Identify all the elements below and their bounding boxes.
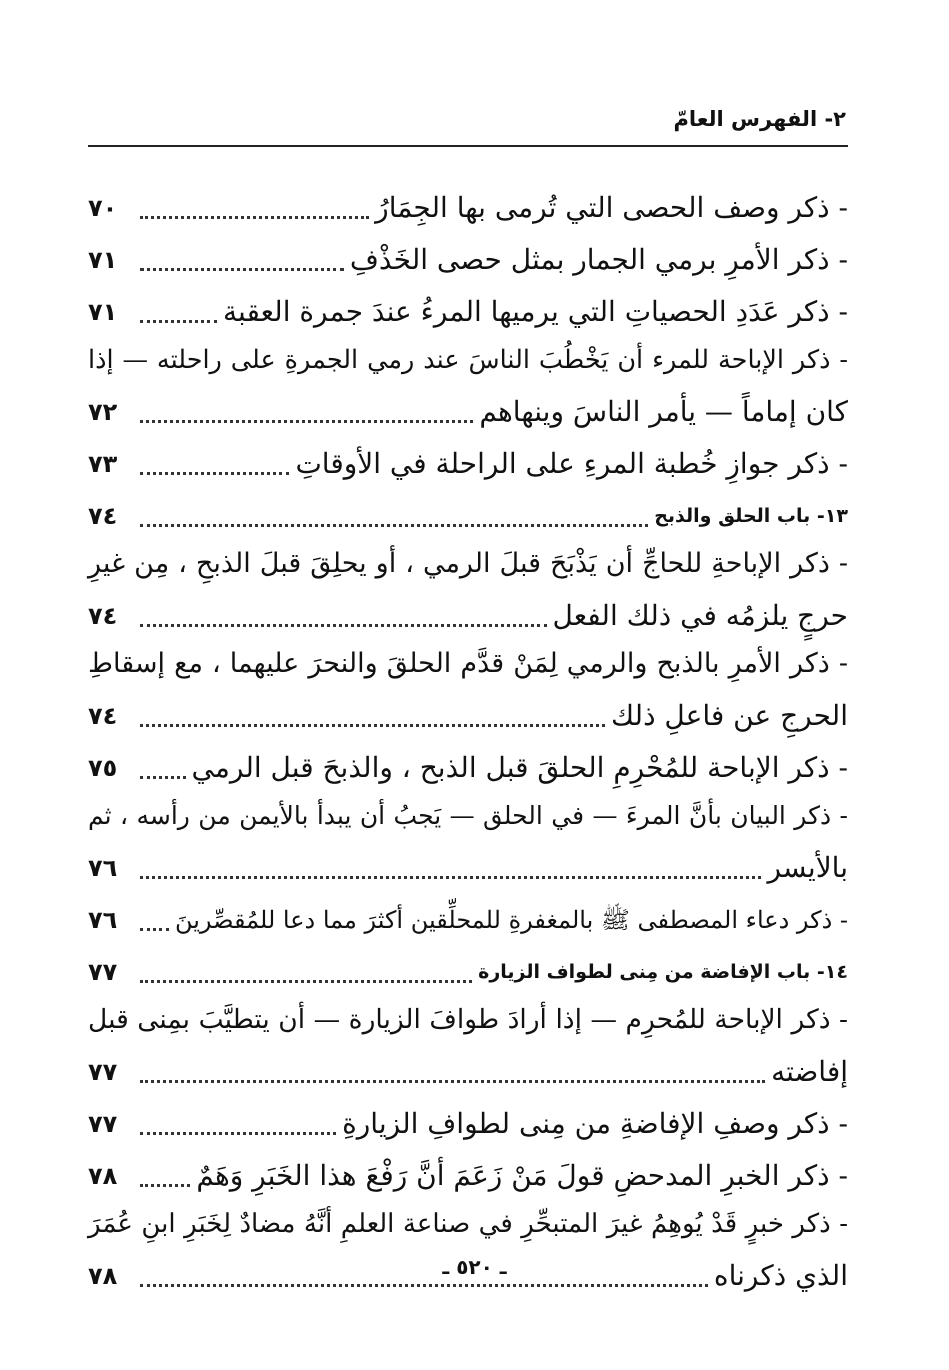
leader-dots	[140, 268, 344, 271]
entry-page: ٧٦	[88, 906, 118, 934]
toc-entry	[88, 740, 848, 792]
entry-page: ٧٨	[88, 1162, 118, 1190]
leader-dots	[140, 216, 369, 219]
entry-page: ٧٤	[88, 702, 118, 730]
entry-page: ٧٢	[88, 398, 118, 426]
entry-text: - ذكر جوازِ خُطبة المرءِ على الراحلة في الأوقاتِ	[295, 447, 848, 480]
leader-dots	[140, 1284, 708, 1287]
leader-dots	[140, 980, 472, 983]
chapter-title: ١٤- باب الإفاضة من مِنى لطواف الزيارة	[478, 961, 848, 983]
entry-text: - ذكر البيان بأنَّ المرءَ — في الحلق — يَجبُ أن يبدأ بالأيمن من رأسه ، ثم	[88, 801, 848, 830]
toc-entry-continuation	[88, 592, 848, 640]
toc-entry	[88, 232, 848, 284]
entry-text-continued: الحرجِ عن فاعلِ ذلك	[610, 699, 848, 732]
entry-page: ٧٧	[88, 958, 118, 986]
leader-dots	[140, 928, 169, 931]
entry-page: ٧١	[88, 246, 118, 274]
running-title: ٢- الفهرس العامّ	[673, 107, 846, 131]
leader-dots	[140, 624, 547, 627]
entry-page: ٧٠	[88, 194, 118, 222]
entry-text: - ذكر الإباحة للمُحرِم — إذا أرادَ طوافَ الزيارة — أن يتطيَّبَ بمِنى قبل	[88, 1004, 848, 1035]
entry-text: - ذكر الأمرِ بالذبح والرمي لِمَنْ قدَّم الحلقَ والنحرَ عليهما ، مع إسقاطِ	[88, 648, 848, 679]
toc-entry-first-line	[88, 792, 848, 844]
entry-text: - ذكر خبرٍ قَدْ يُوهِمُ غيرَ المتبحِّرِ في صناعة العلمِ أنَّهُ مضادٌ لِخَبَرِ ابنِ عُمَرَ	[88, 1209, 848, 1239]
toc-entry	[88, 1096, 848, 1148]
page-number: ـ ٥٢٠ ـ	[442, 1255, 507, 1279]
toc-entry-first-line	[88, 640, 848, 692]
entry-page: ٧٧	[88, 1058, 118, 1086]
toc-entry-first-line	[88, 540, 848, 592]
entry-page: ٧٤	[88, 502, 118, 530]
entry-page: ٧١	[88, 298, 118, 326]
entry-text-continued: كان إماماً — يأمر الناسَ وينهاهم	[479, 395, 848, 428]
table-of-contents	[88, 180, 848, 1300]
entry-text: - ذكر الأمرِ برمي الجمار بمثل حصى الخَذْفِ	[349, 243, 848, 276]
entry-text: - ذكر الخبرِ المدحضِ قولَ مَنْ زَعَمَ أنَّ رَفْعَ هذا الخَبَرِ وَهَمٌ	[196, 1159, 848, 1192]
toc-entry-first-line	[88, 1200, 848, 1252]
toc-chapter-heading	[88, 488, 848, 540]
entry-page: ٧٨	[88, 1262, 118, 1290]
entry-text-continued: الذي ذكرناه	[713, 1259, 848, 1292]
leader-dots	[140, 1184, 190, 1187]
entry-page: ٧٥	[88, 754, 118, 782]
entry-text-continued: بالأيسر	[767, 851, 848, 884]
toc-entry	[88, 284, 848, 336]
toc-entry	[88, 892, 848, 944]
toc-entry-continuation	[88, 844, 848, 892]
leader-dots	[140, 472, 289, 475]
entry-text: - ذكر الإباحة للمرء أن يَخْطُبَ الناسَ عند رمي الجمرةِ على راحلته — إذا	[88, 345, 848, 375]
leader-dots	[140, 776, 186, 779]
leader-dots	[140, 320, 217, 323]
toc-entry	[88, 436, 848, 488]
leader-dots	[140, 724, 605, 727]
entry-page: ٧٧	[88, 1110, 118, 1138]
toc-entry-continuation	[88, 692, 848, 740]
leader-dots	[140, 1132, 336, 1135]
leader-dots	[140, 524, 648, 527]
toc-chapter-heading	[88, 944, 848, 996]
toc-entry-continuation	[88, 1048, 848, 1096]
entry-text: - ذكر الإباحةِ للحاجِّ أن يَذْبَحَ قبلَ الرمي ، أو يحلِقَ قبلَ الذبحِ ، مِن غيرِ	[88, 548, 848, 579]
toc-entry	[88, 1148, 848, 1200]
entry-page: ٧٦	[88, 854, 118, 882]
entry-text: - ذكر عَدَدِ الحصياتِ التي يرميها المرءُ عندَ جمرة العقبة	[223, 295, 848, 328]
entry-page: ٧٤	[88, 602, 118, 630]
toc-entry-first-line	[88, 336, 848, 388]
entry-text-continued: حرجٍ يلزمُه في ذلك الفعل	[552, 599, 848, 632]
entry-text-continued: إفاضته	[771, 1055, 848, 1088]
entry-text: - ذكر وصف الحصى التي تُرمى بها الجِمَارُ	[375, 191, 848, 224]
leader-dots	[140, 1080, 765, 1083]
entry-text: - ذكر دعاء المصطفى ﷺ بالمغفرةِ للمحلِّقين أكثرَ مما دعا للمُقصِّرينَ	[174, 906, 848, 934]
leader-dots	[140, 420, 473, 423]
entry-text: - ذكر الإباحة للمُحْرِمِ الحلقَ قبل الذبح ، والذبحَ قبل الرمي	[191, 751, 848, 784]
toc-entry-continuation	[88, 388, 848, 436]
leader-dots	[140, 876, 761, 879]
toc-entry	[88, 180, 848, 232]
toc-entry-first-line	[88, 996, 848, 1048]
header-rule	[88, 145, 848, 147]
entry-text: - ذكر وصفِ الإفاضةِ من مِنى لطوافِ الزيارةِ	[342, 1107, 848, 1140]
chapter-title: ١٣- باب الحلق والذبح	[654, 505, 848, 527]
entry-page: ٧٣	[88, 450, 118, 478]
